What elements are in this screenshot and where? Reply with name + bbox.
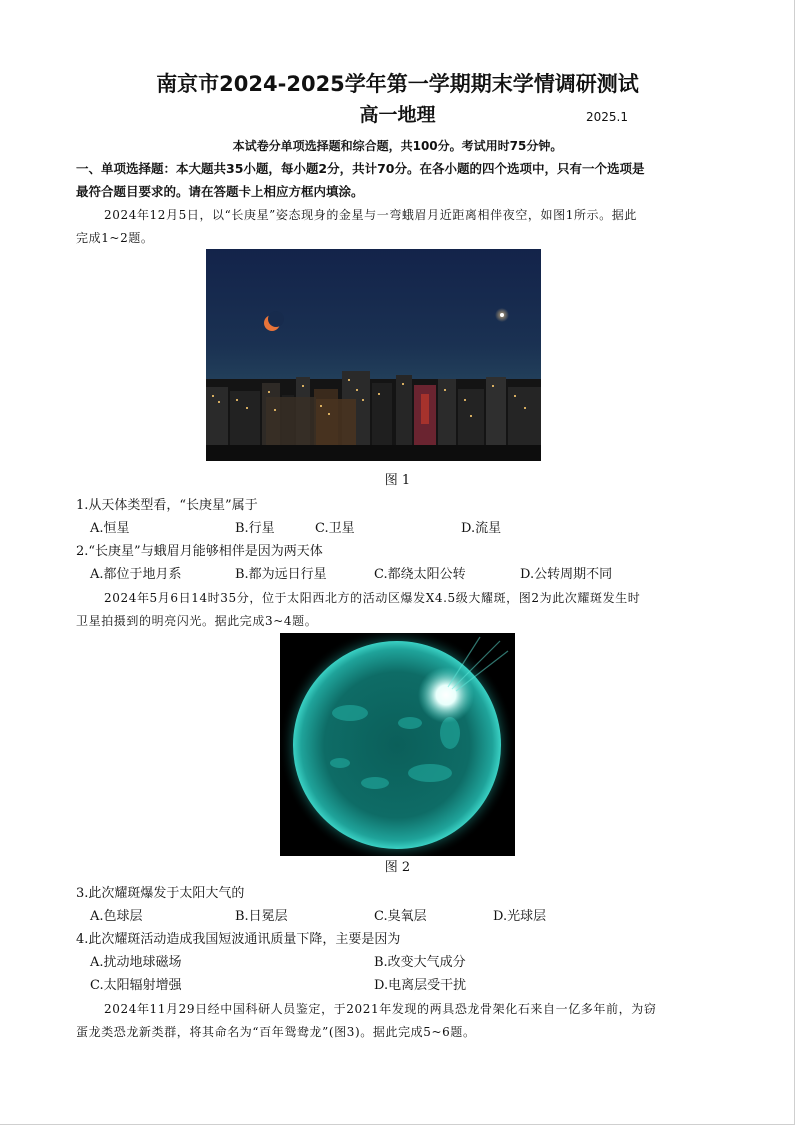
- q4-option-c[interactable]: C.太阳辐射增强: [90, 978, 182, 993]
- q1-option-a[interactable]: A.恒星: [90, 521, 130, 536]
- q4-stem: 4.此次耀斑活动造成我国短波通讯质量下降，主要是因为: [76, 932, 401, 947]
- q2-option-d[interactable]: D.公转周期不同: [520, 567, 613, 582]
- q4-option-d[interactable]: D.电离层受干扰: [374, 978, 467, 993]
- figure2-illustration: [280, 633, 515, 856]
- passage3-line1: 2024年11月29日经中国科研人员鉴定，于2021年发现的两具恐龙骨架化石来自一亿多年前，为窃: [104, 1002, 657, 1016]
- q3-stem: 3.此次耀斑爆发于太阳大气的: [76, 886, 245, 901]
- section-instructions-line1: 一、单项选择题：本大题共35小题，每小题2分，共计70分。在各小题的四个选项中，只有一个选项是: [76, 161, 645, 176]
- q2-option-a[interactable]: A.都位于地月系: [90, 567, 182, 582]
- city-skyline: [206, 371, 541, 461]
- passage1-line1: 2024年12月5日，以“长庚星”姿态现身的金星与一弯蛾眉月近距离相伴夜空，如图1所示。据此: [104, 208, 637, 222]
- q2-option-c[interactable]: C.都绕太阳公转: [374, 567, 466, 582]
- passage1-line2: 完成1~2题。: [76, 231, 154, 245]
- q2-option-b[interactable]: B.都为远日行星: [235, 567, 327, 582]
- figure2-caption: 图 2: [384, 860, 411, 875]
- crescent-moon: [264, 311, 284, 331]
- q1-option-b[interactable]: B.行星: [235, 521, 275, 536]
- q1-option-c[interactable]: C.卫星: [315, 521, 355, 536]
- exam-title: 南京市2024-2025学年第一学期期末学情调研测试: [156, 72, 639, 96]
- q4-option-a[interactable]: A.扰动地球磁场: [90, 955, 182, 970]
- section-instructions-line2: 最符合题目要求的。请在答题卡上相应方框内填涂。: [76, 184, 364, 199]
- sun-disk: [293, 641, 501, 849]
- q3-option-b[interactable]: B.日冕层: [235, 909, 288, 924]
- figure1-illustration: [206, 249, 541, 461]
- figure1-caption: 图 1: [384, 473, 411, 488]
- q4-option-b[interactable]: B.改变大气成分: [374, 955, 466, 970]
- exam-intro: 本试卷分单项选择题和综合题，共100分。考试用时75分钟。: [232, 139, 563, 153]
- passage3-line2: 蛋龙类恐龙新类群，将其命名为“百年鸳鸯龙”(图3)。据此完成5~6题。: [76, 1025, 476, 1039]
- exam-date: 2025.1: [586, 110, 628, 124]
- passage2-line1: 2024年5月6日14时35分，位于太阳西北方的活动区爆发X4.5级大耀斑，图2为此次耀斑发生时: [104, 591, 641, 605]
- q1-option-d[interactable]: D.流星: [461, 521, 502, 536]
- figure2-solar-flare-photo: [280, 633, 515, 856]
- passage2-line2: 卫星拍摄到的明亮闪光。据此完成3~4题。: [76, 614, 318, 628]
- q3-option-a[interactable]: A.色球层: [90, 909, 143, 924]
- q2-stem: 2.“长庚星”与蛾眉月能够相伴是因为两天体: [76, 544, 323, 559]
- figure1-night-sky-photo: [206, 249, 541, 461]
- venus-marker: [495, 308, 509, 322]
- q3-option-d[interactable]: D.光球层: [493, 909, 547, 924]
- exam-subject: 高一地理: [359, 104, 436, 126]
- q3-option-c[interactable]: C.臭氧层: [374, 909, 427, 924]
- q1-stem: 1.从天体类型看，“长庚星”属于: [76, 498, 258, 513]
